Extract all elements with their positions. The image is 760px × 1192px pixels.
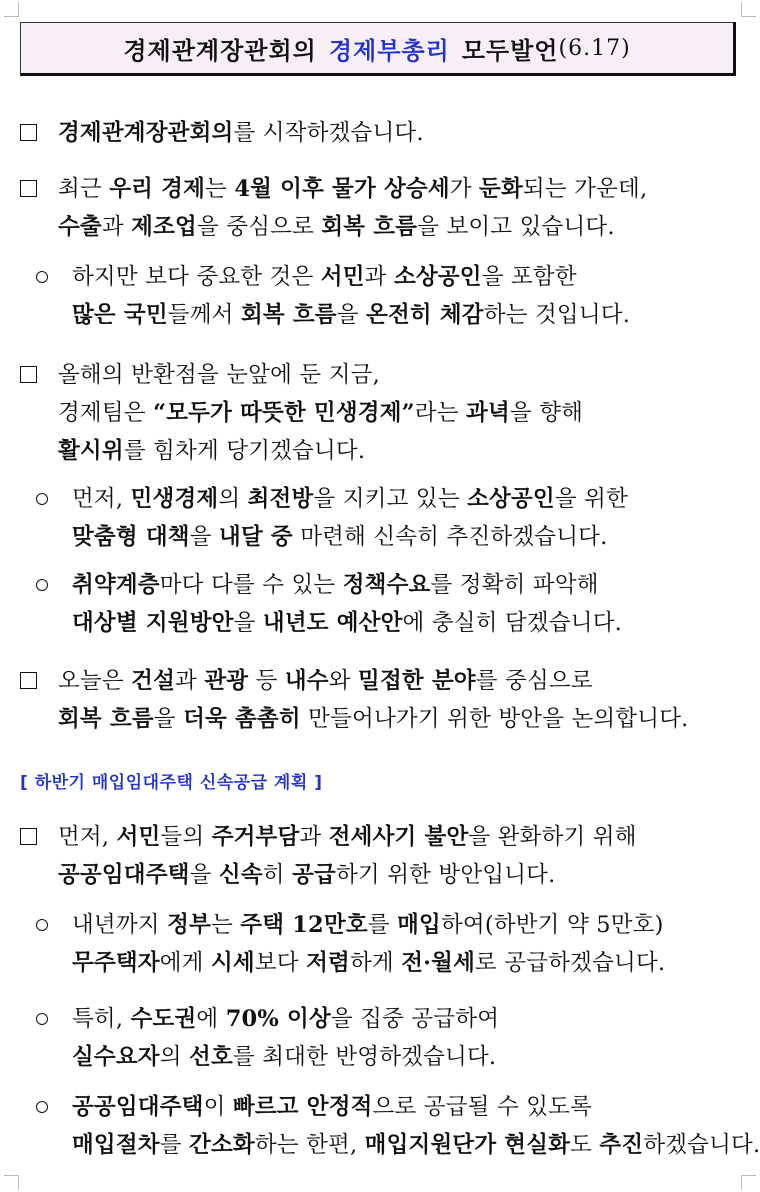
bold-text-run: 대상별 지원방안 — [72, 610, 234, 636]
text-line — [20, 944, 750, 982]
text-line — [20, 518, 750, 556]
crop-mark-bottom-right — [741, 1175, 756, 1190]
circle-bullet-icon — [36, 919, 48, 931]
text-run: 을 중심으로 — [196, 214, 322, 240]
bold-text-run: 더욱 촘촘히 — [183, 706, 301, 732]
text-run: 을 완화하기 위해 — [468, 824, 637, 850]
title-part-3: 모두발언 — [461, 35, 559, 65]
bold-text-run: 시세 — [210, 950, 255, 976]
title-part-1: 경제관계장관회의 — [123, 35, 317, 65]
text-run: 을 — [153, 706, 184, 732]
bold-text-run: 경제관계장관회의 — [58, 120, 234, 146]
text-run: 올해의 반환점을 눈앞에 둔 지금, — [58, 362, 380, 388]
crop-mark-bottom-left — [4, 1175, 19, 1190]
circle-bullet-icon — [36, 1101, 48, 1113]
text-run: 하여 — [440, 912, 485, 938]
bold-text-run: 온전히 체감 — [366, 302, 484, 328]
text-run: 을 집중 공급하여 — [330, 1006, 500, 1032]
text-line — [20, 258, 750, 296]
bold-text-run: 공급 — [292, 862, 336, 888]
text-run: 와 — [328, 668, 359, 694]
bold-text-run: 공공임대주택 — [58, 862, 190, 888]
paragraph-8 — [20, 818, 750, 894]
bold-text-run: 관광 — [204, 668, 249, 694]
bold-text-run: 공공임대주택 — [72, 1094, 204, 1120]
bold-text-run: 간소화 — [189, 1132, 255, 1158]
bold-text-run: 전세사기 불안 — [328, 824, 469, 850]
bold-text-run: 무주택자 — [72, 950, 160, 976]
paragraph-10 — [20, 1000, 750, 1076]
text-run: (하반기 약 5만호) — [484, 912, 664, 938]
text-line — [20, 208, 750, 246]
text-run: 는 — [205, 176, 235, 202]
text-line — [20, 856, 750, 894]
checkbox-bullet-icon — [20, 180, 37, 197]
bold-text-run: 주택 12만호 — [240, 912, 368, 938]
paragraph-3 — [20, 258, 750, 334]
checkbox-bullet-icon — [20, 124, 37, 141]
bold-text-run: 전·월세 — [401, 950, 476, 976]
text-run: 의 — [218, 486, 248, 512]
text-run: 하기 위한 방안입니다. — [335, 862, 556, 888]
text-line — [20, 394, 750, 432]
text-run: 를 — [159, 1132, 190, 1158]
bold-text-run: 내수 — [284, 668, 329, 694]
bold-text-run: 소상공인 — [467, 486, 555, 512]
bold-text-run: 맞춤형 대책 — [72, 524, 190, 550]
document-title — [20, 22, 736, 76]
text-line — [20, 818, 750, 856]
text-line — [20, 566, 750, 604]
bold-text-run: 매입절차 — [72, 1132, 160, 1158]
text-run: 을 — [189, 524, 220, 550]
bold-text-run: 추진 — [599, 1132, 644, 1158]
text-line — [20, 296, 750, 334]
bold-text-run: 내달 중 — [219, 524, 293, 550]
bold-text-run: 서민 — [320, 264, 365, 290]
text-run: 특히, — [72, 1006, 131, 1032]
bold-text-run: 회복 흐름 — [58, 706, 154, 732]
bold-text-run: 주거부담 — [211, 824, 300, 850]
text-run: 이 — [203, 1094, 233, 1120]
text-run: 만들어나가기 위한 방안을 논의합니다. — [300, 706, 689, 732]
bold-text-run: 소상공인 — [393, 264, 482, 290]
text-run: 을 — [336, 302, 367, 328]
text-run: 를 최대한 반영하겠습니다. — [232, 1044, 497, 1070]
bold-text-run: 취약계층 — [72, 572, 160, 598]
text-run: 오늘은 — [58, 668, 132, 694]
bold-text-run: 회복 흐름 — [240, 302, 337, 328]
bold-text-run: 건설 — [131, 668, 176, 694]
bold-text-run: 수도권 — [130, 1006, 197, 1032]
text-run: 을 위한 — [554, 486, 629, 512]
bold-text-run: 선호 — [189, 1044, 233, 1070]
text-run: 을 — [189, 862, 219, 888]
text-run: 으로 공급될 수 있도록 — [372, 1094, 593, 1120]
bold-text-run: 70% 이상 — [225, 1006, 331, 1032]
text-run: 히 — [262, 862, 293, 888]
text-run: 보다 — [254, 950, 307, 976]
text-run: 마련해 신속히 추진하겠습니다. — [292, 524, 608, 550]
text-run: 들의 — [160, 824, 212, 850]
text-run: 를 시작하겠습니다. — [233, 120, 424, 146]
text-run: 라는 — [414, 400, 467, 426]
text-run: 를 — [367, 912, 398, 938]
crop-mark-top-left — [4, 2, 19, 17]
text-run: 과 — [364, 264, 394, 290]
paragraph-1 — [20, 114, 750, 152]
circle-bullet-icon — [36, 579, 48, 591]
text-run: 하는 한편, — [254, 1132, 365, 1158]
text-run: 에 충실히 담겠습니다. — [402, 610, 623, 636]
text-run: 에 — [196, 1006, 226, 1032]
bold-text-run: 정부 — [167, 912, 211, 938]
text-line — [20, 604, 750, 642]
text-line — [20, 700, 750, 738]
bold-text-run: 활시위 — [58, 438, 124, 464]
bold-text-run: 수출 — [58, 214, 102, 240]
text-run: 과 — [101, 214, 132, 240]
text-run: 먼저, — [58, 824, 117, 850]
bold-text-run: 4월 이후 물가 상승세 — [234, 176, 450, 202]
text-line — [20, 432, 750, 470]
checkbox-bullet-icon — [20, 672, 37, 689]
text-run: 최근 — [58, 176, 110, 202]
text-run: 먼저, — [72, 486, 131, 512]
circle-bullet-icon — [36, 493, 48, 505]
paragraph-11 — [20, 1088, 760, 1164]
bold-text-run: 회복 흐름 — [321, 214, 418, 240]
bold-text-run: 밀접한 분야 — [358, 668, 476, 694]
paragraph-6 — [20, 566, 750, 642]
bold-text-run: 민생경제 — [130, 486, 219, 512]
text-line — [20, 170, 750, 208]
circle-bullet-icon — [36, 271, 48, 283]
text-run: 도 — [570, 1132, 600, 1158]
text-run: 하지만 보다 중요한 것은 — [72, 264, 321, 290]
title-part-2: 경제부총리 — [328, 35, 450, 65]
checkbox-bullet-icon — [20, 828, 37, 845]
text-run: 를 중심으로 — [475, 668, 593, 694]
paragraph-2 — [20, 170, 750, 246]
bold-text-run: 내년도 예산안 — [262, 610, 403, 636]
text-run: 내년까지 — [72, 912, 168, 938]
text-run: 에게 — [159, 950, 211, 976]
text-line — [20, 1038, 750, 1076]
text-run: 하게 — [349, 950, 402, 976]
bold-text-run: 매입 — [397, 912, 441, 938]
text-run: 경제팀은 — [58, 400, 154, 426]
text-run: 등 — [248, 668, 285, 694]
text-line — [20, 480, 750, 518]
text-run: 의 — [159, 1044, 190, 1070]
text-line — [20, 114, 750, 152]
text-run: 마다 다를 수 있는 — [159, 572, 343, 598]
text-run: 는 — [210, 912, 241, 938]
bold-text-run: 둔화 — [479, 176, 523, 202]
crop-mark-top-right — [741, 2, 756, 17]
paragraph-7 — [20, 662, 750, 738]
bold-text-run: 서민 — [116, 824, 161, 850]
bold-text-run: 실수요자 — [72, 1044, 160, 1070]
text-line — [20, 356, 750, 394]
text-run: 하는 것입니다. — [483, 302, 631, 328]
text-line — [20, 662, 750, 700]
text-run: 로 공급하겠습니다. — [475, 950, 666, 976]
paragraph-4 — [20, 356, 750, 470]
text-run: 을 보이고 있습니다. — [417, 214, 615, 240]
section-heading: [ 하반기 매입임대주택 신속공급 계획 ] — [20, 773, 323, 793]
text-run: 되는 가운데, — [522, 176, 648, 202]
text-run: 를 정확히 파악해 — [430, 572, 599, 598]
checkbox-bullet-icon — [20, 366, 37, 383]
bold-text-run: 신속 — [218, 862, 263, 888]
text-run: 들께서 — [167, 302, 241, 328]
text-run: 을 — [233, 610, 263, 636]
text-line — [20, 906, 750, 944]
bold-text-run: 정책수요 — [342, 572, 431, 598]
bold-text-run: 과녁 — [466, 400, 510, 426]
bold-text-run: “모두가 따뜻한 민생경제” — [153, 400, 415, 426]
text-run: 을 지키고 있는 — [313, 486, 468, 512]
paragraph-9 — [20, 906, 750, 982]
text-run: 과 — [175, 668, 205, 694]
title-date: (6.17) — [558, 35, 631, 61]
bold-text-run: 우리 경제 — [109, 176, 206, 202]
bold-text-run: 저렴 — [306, 950, 350, 976]
bold-text-run: 매입지원단가 현실화 — [364, 1132, 571, 1158]
text-run: 가 — [449, 176, 480, 202]
circle-bullet-icon — [36, 1013, 48, 1025]
text-run: 과 — [299, 824, 329, 850]
bold-text-run: 빠르고 안정적 — [232, 1094, 373, 1120]
text-line — [20, 1126, 760, 1164]
text-run: 을 향해 — [509, 400, 584, 426]
bold-text-run: 제조업 — [131, 214, 197, 240]
bold-text-run: 최전방 — [247, 486, 314, 512]
bold-text-run: 많은 국민 — [72, 302, 168, 328]
text-run: 을 포함한 — [481, 264, 577, 290]
text-line — [20, 1088, 750, 1126]
text-line — [20, 1000, 750, 1038]
paragraph-5 — [20, 480, 750, 556]
text-run: 하겠습니다. — [643, 1132, 760, 1158]
text-run: 를 힘차게 당기겠습니다. — [123, 438, 366, 464]
